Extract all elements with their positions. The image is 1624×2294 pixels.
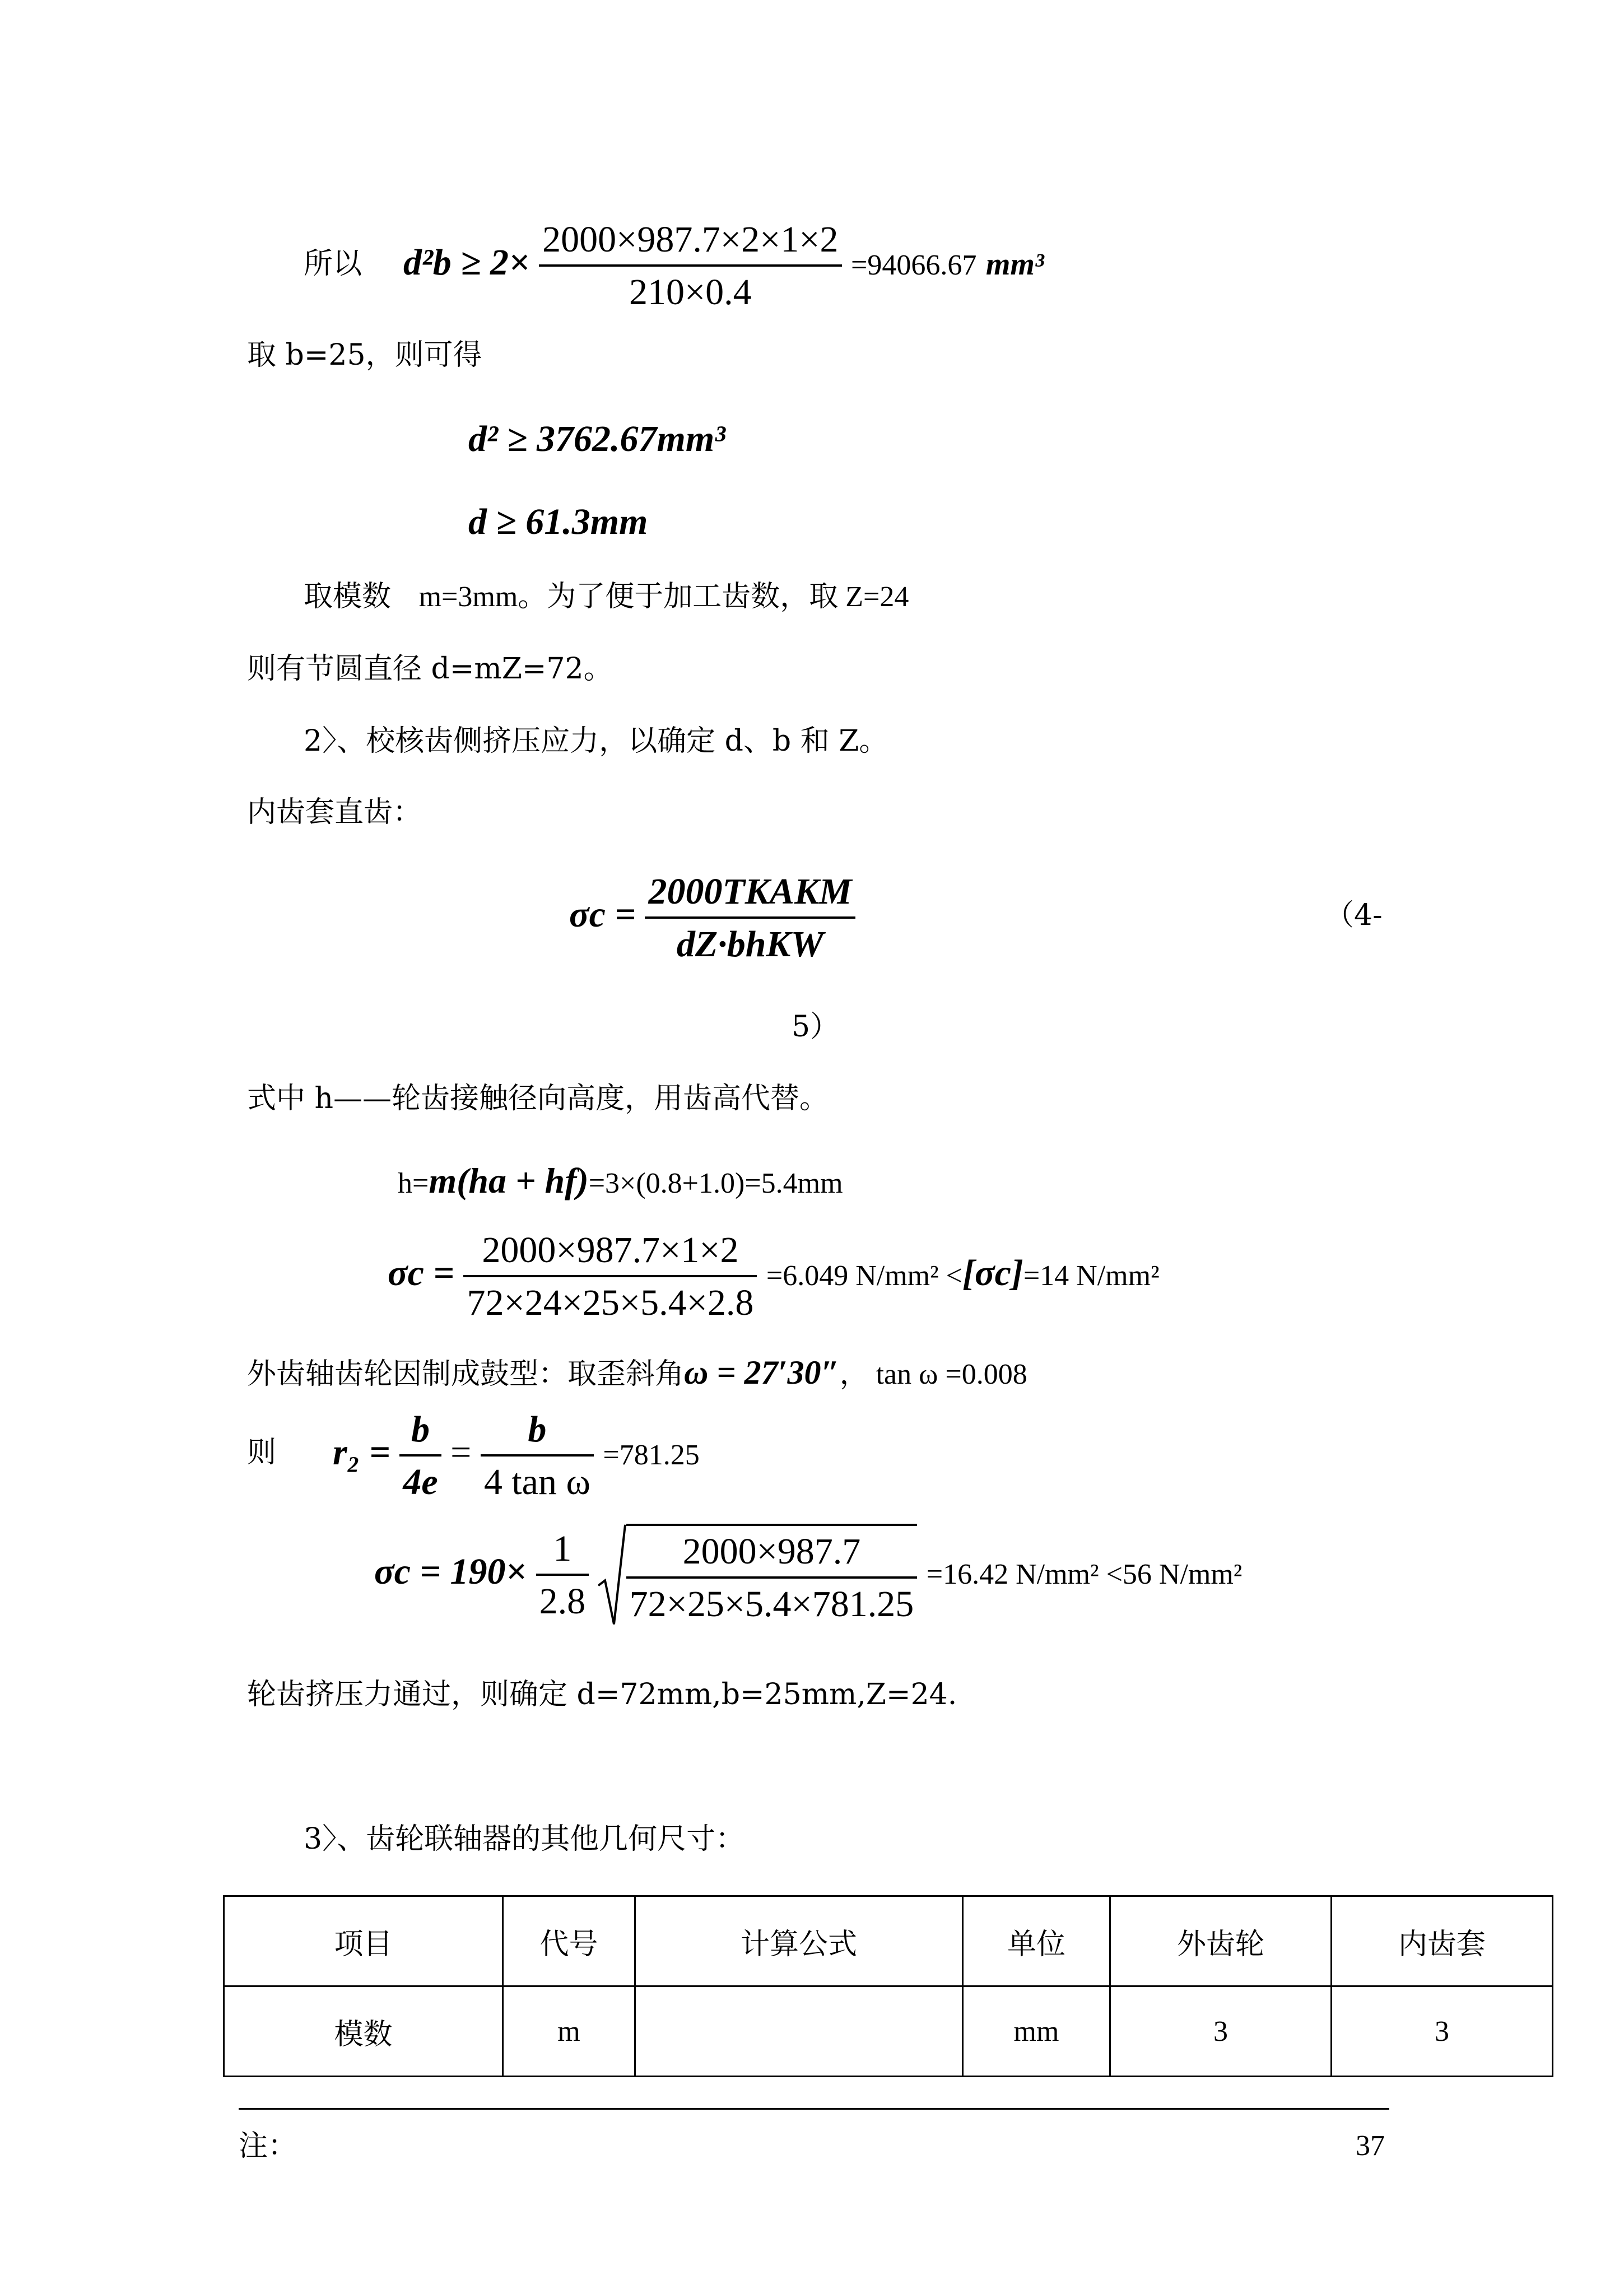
geometry-table <box>223 1895 1553 2077</box>
eq45-numerator: 2000TKAKM <box>645 869 855 919</box>
page-number: 37 <box>1356 2130 1385 2162</box>
sigma1-fraction <box>463 1228 757 1325</box>
drum-tan: ， tan ω =0.008 <box>839 1358 1027 1390</box>
equation-h <box>398 1158 843 1206</box>
table-header-row <box>224 1896 1553 1986</box>
sigma1-limit: =14 N/mm² <box>1023 1260 1160 1292</box>
table-cell: mm <box>963 1986 1110 2077</box>
eq1-denominator: 210×0.4 <box>629 272 752 313</box>
footer-note: 注： <box>239 2129 297 2163</box>
text-step2: 2〉、校核齿侧挤压应力，以确定 d、b 和 Z。 <box>304 724 888 758</box>
table-header-cell: 计算公式 <box>635 1896 963 1986</box>
sigma2-root-denominator: 72×25×5.4×781.25 <box>629 1584 914 1625</box>
text-ze: 则 <box>247 1436 277 1469</box>
equation-4-5 <box>569 869 855 967</box>
table-cell: 模数 <box>224 1986 503 2077</box>
equation-d2: d² ≥ 3762.67mm³ <box>468 418 725 459</box>
equation-r2 <box>333 1407 700 1505</box>
r2-denominator-1: 4e <box>403 1462 438 1502</box>
sigma2-root-fraction <box>626 1529 918 1627</box>
sigma1-result: =6.049 N/mm² < <box>766 1260 963 1292</box>
modulus-label: 取模数 <box>304 580 392 613</box>
sigma1-limit-symbol: [σc] <box>962 1253 1023 1294</box>
eq1-numerator: 2000×987.7×2×1×2 <box>539 217 841 267</box>
r2-fraction-2 <box>481 1407 594 1505</box>
equation-sigma-outer <box>374 1524 1242 1627</box>
h-result: =3×(0.8+1.0)=5.4mm <box>588 1167 843 1199</box>
drum-omega: ω = 27′30″ <box>684 1354 840 1391</box>
sigma1-numerator: 2000×987.7×1×2 <box>463 1228 757 1277</box>
r2-numerator-2: b <box>481 1407 594 1457</box>
sigma1-denominator: 72×24×25×5.4×2.8 <box>467 1282 754 1323</box>
r2-denominator-2: 4 tan ω <box>483 1462 590 1502</box>
equation-d2b <box>403 217 1044 315</box>
text-modulus <box>304 579 909 615</box>
footer-divider <box>239 2108 1389 2110</box>
eq45-fraction <box>645 869 855 967</box>
text-drum-gear <box>247 1350 1027 1397</box>
table-header-cell: 外齿轮 <box>1110 1896 1332 1986</box>
equation-sigma-inner <box>388 1228 1160 1325</box>
text-inner-sleeve: 内齿套直齿： <box>247 795 422 829</box>
table-header-cell: 代号 <box>503 1896 635 1986</box>
text-pitch-diameter: 则有节圆直径 d=mZ=72。 <box>247 652 613 686</box>
eq45-lhs: σc = <box>569 894 636 936</box>
table-header-cell: 内齿套 <box>1332 1896 1553 1986</box>
r2-fraction-1 <box>399 1407 441 1505</box>
radical-sign-icon <box>598 1524 626 1627</box>
sigma1-lhs: σc = <box>388 1253 454 1294</box>
eq1-unit: mm³ <box>985 247 1044 282</box>
sigma2-fraction <box>536 1527 589 1624</box>
r2-result: =781.25 <box>603 1439 700 1472</box>
drum-text: 外齿轴齿轮因制成鼓型：取歪斜角 <box>247 1357 685 1391</box>
text-step3: 3〉、齿轮联轴器的其他几何尺寸： <box>304 1822 745 1856</box>
table-header-cell: 单位 <box>963 1896 1110 1986</box>
text-pass: 轮齿挤压力通过，则确定 d=72mm,b=25mm,Z=24. <box>247 1678 957 1711</box>
text-suoyi: 所以 <box>304 247 362 281</box>
table-header-cell: 项目 <box>224 1896 503 1986</box>
table-cell: m <box>503 1986 635 2077</box>
h-prefix: h= <box>398 1167 429 1199</box>
equation-label-part1: （4- <box>1325 899 1383 932</box>
sigma2-lhs: σc = 190× <box>374 1551 527 1593</box>
text-take-b: 取 b=25，则可得 <box>247 338 482 372</box>
sigma2-frac-denominator: 2.8 <box>539 1581 586 1622</box>
sigma2-root-numerator: 2000×987.7 <box>626 1529 918 1579</box>
r2-equals: = <box>450 1432 472 1473</box>
r2-lhs: r₂ = <box>333 1432 390 1473</box>
modulus-value: m=3mm。为了便于加工齿数，取 Z=24 <box>418 581 909 613</box>
eq1-lhs: d²b ≥ 2× <box>403 242 530 283</box>
sigma2-result: =16.42 N/mm² <56 N/mm² <box>926 1558 1243 1591</box>
table-cell <box>635 1986 963 2077</box>
equation-label-part2: 5） <box>792 1010 840 1044</box>
eq1-result: =94066.67 <box>851 249 977 282</box>
eq45-denominator: dZ·bhKW <box>676 924 824 965</box>
sigma2-root <box>598 1524 918 1627</box>
r2-numerator-1: b <box>399 1407 441 1457</box>
sigma2-frac-numerator: 1 <box>536 1527 589 1576</box>
text-where-h: 式中 h——轮齿接触径向高度，用齿高代替。 <box>247 1082 829 1115</box>
sigma2-root-body <box>626 1524 918 1627</box>
table-cell: 3 <box>1110 1986 1332 2077</box>
equation-d: d ≥ 61.3mm <box>468 501 648 542</box>
table-row <box>224 1986 1553 2077</box>
h-formula: m(ha + hf) <box>429 1161 589 1200</box>
table-cell: 3 <box>1332 1986 1553 2077</box>
eq1-fraction <box>539 217 841 315</box>
